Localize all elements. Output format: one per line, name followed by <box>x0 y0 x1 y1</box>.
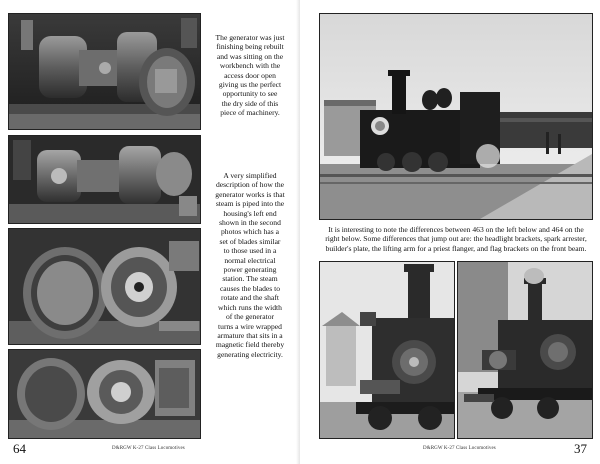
generator-caption-top: The generator was just finishing being rebuilt and was sitting on the workbench with the access door open giving us the perfect opportunity to see the dry side of this piece of machinery. <box>215 33 285 118</box>
locomotive-464-photo <box>457 261 593 439</box>
footer-right: D&RGW K-27 Class Locomotives <box>423 446 496 451</box>
locomotive-463-photo <box>319 261 455 439</box>
right-page <box>300 0 600 464</box>
generator-photo-4 <box>8 349 201 439</box>
footer-left: D&RGW K-27 Class Locomotives <box>112 446 185 451</box>
page-number-right: 37 <box>574 441 587 456</box>
generator-photo-2 <box>8 135 201 224</box>
comparison-caption: It is interesting to note the differences between 463 on the left below and 464 on the right below. Some differences that jump out are: the headlight brackets, spark arrester, builder's plate, the lifting arm for a priest flanger, and flag brackets on the front beam. <box>325 225 587 253</box>
train-photo <box>319 13 593 220</box>
generator-photo-1 <box>8 13 201 130</box>
page-number-left: 64 <box>13 441 26 456</box>
generator-photo-3 <box>8 228 201 345</box>
generator-caption-middle: A very simplified description of how the generator works is that steam is piped into the housing's left end shown in the second photos which has a set of blades similar to those used in a normal electrical power generating station. The steam causes the blades to rotate and the shaft which runs the width of the generator turns a wire wrapped armature that sits in a magnetic field thereby generating electricity. <box>215 171 285 359</box>
